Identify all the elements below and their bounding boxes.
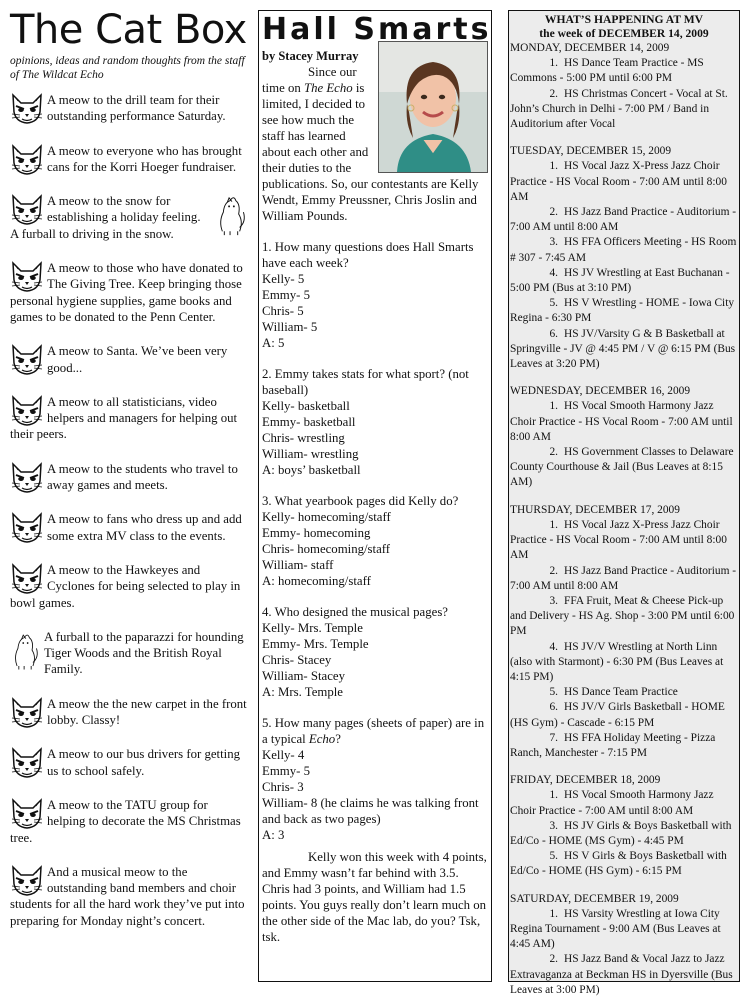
question-text: 2. Emmy takes stats for what sport? (not baseball) (262, 367, 469, 397)
answer-line: A: homecoming/staff (262, 574, 371, 588)
calendar-event (510, 819, 738, 849)
hall-smarts-column (258, 10, 492, 982)
event-text: HS JV/V Wrestling at North Linn (also with Starmont) - 6:30 PM (Bus Leaves at 4:15 PM) (510, 640, 724, 683)
event-text: HS Jazz Band Practice - Auditorium - 7:00 AM until 8:00 AM (510, 564, 737, 592)
event-number: 2. (549, 953, 558, 966)
answer-line: Chris- 3 (262, 780, 304, 794)
question-text: 3. What yearbook pages did Kelly do? (262, 494, 459, 508)
calendar-event (510, 731, 738, 761)
meow-item (10, 260, 248, 325)
event-number: 6. (549, 701, 558, 714)
cat-face-icon (10, 746, 44, 778)
cat-face-icon (10, 864, 44, 896)
question-5-answers (262, 747, 488, 843)
meow-text: A meow to the students who travel to away games and meets. (47, 461, 238, 493)
closing-paragraph: Kelly won this week with 4 points, and Emmy wasn’t far behind with 3.5. Chris had 3 points, and William had 1.5 points. You guys really don’t learn much on the other side of the Mac lab, do you? Tsk, tsk. (262, 850, 487, 944)
event-number: 3. (549, 819, 558, 832)
question-block (262, 493, 488, 589)
event-number: 3. (549, 236, 558, 249)
event-number: 5. (549, 850, 558, 863)
event-text: HS FFA Holiday Meeting - Pizza Ranch, Manchester - 7:15 PM (510, 731, 716, 759)
answer-line: Kelly- 5 (262, 272, 305, 286)
event-text: HS Dance Team Practice (564, 686, 678, 699)
day-heading: FRIDAY, DECEMBER 18, 2009 (510, 774, 661, 787)
calendar-event (510, 87, 738, 133)
question-5-publication: Echo (308, 732, 336, 746)
day-heading: THURSDAY, DECEMBER 17, 2009 (510, 503, 680, 516)
event-number: 5. (549, 686, 558, 699)
meow-item (10, 629, 248, 678)
answer-line: Kelly- Mrs. Temple (262, 621, 363, 635)
event-number: 2. (549, 446, 558, 459)
event-text: HS JV/Varsity G & B Basketball at Springville - JV @ 4:45 PM / V @ 6:15 PM (Bus Leaves at 3:20 PM) (510, 327, 736, 371)
calendar-event (510, 640, 738, 686)
question-text: 4. Who designed the musical pages? (262, 605, 448, 619)
meow-text: A meow the the new carpet in the front lobby. Classy! (47, 696, 247, 728)
answer-line: Emmy- Mrs. Temple (262, 637, 369, 651)
byline: by Stacey Murray (262, 49, 359, 63)
question-text (262, 715, 488, 747)
calendar-event (510, 235, 738, 265)
event-text: HS V Girls & Boys Basketball with Ed/Co - HOME (HS Gym) - 6:15 PM (510, 850, 727, 878)
day-heading: TUESDAY, DECEMBER 15, 2009 (510, 145, 672, 158)
calendar-event (510, 445, 738, 491)
answer-line: Chris- Stacey (262, 653, 332, 667)
meow-text: A meow to the TATU group for helping to decorate the MS Christmas tree. (10, 797, 241, 845)
answer-line: William- Stacey (262, 669, 345, 683)
event-number: 4. (549, 640, 558, 653)
event-text: HS Vocal Jazz X-Press Jazz Choir Practice - HS Vocal Room - 7:00 AM until 8:00 AM (510, 160, 727, 203)
meow-text: A furball to the paparazzi for hounding Tiger Woods and the British Royal Family. (44, 629, 244, 677)
event-text: FFA Fruit, Meat & Cheese Pick-up and Delivery - HS Ag. Shop - 3:00 PM until 6:00 PM (510, 594, 735, 638)
event-number: 1. (549, 518, 558, 531)
event-number: 1. (549, 789, 558, 802)
answer-line: Kelly- homecoming/staff (262, 510, 391, 524)
cat-face-icon (10, 696, 44, 728)
question-block (262, 239, 488, 351)
question-block (262, 604, 488, 700)
meow-text: A meow to everyone who has brought cans for the Korri Hoeger fundraiser. (47, 143, 242, 174)
meow-text: A meow to all statisticians, video helpers and managers for helping out their peers. (10, 394, 238, 442)
answer-line: Emmy- 5 (262, 288, 310, 302)
event-text: HS Vocal Smooth Harmony Jazz Choir Practice - 7:00 AM until 8:00 AM (510, 789, 714, 817)
answer-line: William- wrestling (262, 447, 359, 461)
event-text: HS Vocal Smooth Harmony Jazz Choir Practice - HS Vocal Room - 7:00 AM until 8:00 AM (510, 400, 733, 443)
meow-text: A meow to those who have donated to The Giving Tree. Keep bringing those personal hygiene supplies, game books and games to be donated to the Penn Center. (10, 261, 243, 324)
meow-item (10, 92, 248, 125)
day-heading: WEDNESDAY, DECEMBER 16, 2009 (510, 385, 691, 398)
answer-line: Emmy- basketball (262, 415, 356, 429)
cat-box-title: The Cat Box (10, 7, 247, 53)
calendar-day (510, 892, 738, 998)
meow-item (10, 511, 248, 544)
answer-line: Emmy- 5 (262, 764, 310, 778)
event-text: HS V Wrestling - HOME - Iowa City Regina - 6:30 PM (510, 297, 735, 325)
answer-line: Chris- homecoming/staff (262, 542, 391, 556)
intro-text: Since our time on (262, 65, 357, 95)
calendar-column (508, 10, 740, 996)
event-text: HS Jazz Band Practice - Auditorium - 7:00 AM until 8:00 AM (510, 206, 737, 234)
event-text: HS FFA Officers Meeting - HS Room # 307 - 7:45 AM (510, 236, 737, 264)
calendar-title-line2: the week of DECEMBER 14, 2009 (539, 27, 709, 40)
event-text: HS JV Wrestling at East Buchanan - 5:00 PM (Bus at 3:10 PM) (510, 266, 730, 295)
calendar-day (510, 144, 738, 372)
calendar-event (510, 685, 738, 700)
calendar-event (510, 952, 738, 998)
calendar-day (510, 503, 738, 761)
meow-item (10, 343, 248, 376)
question-5-text: 5. How many pages (sheets of paper) are in a typical (262, 716, 485, 746)
question-list (262, 239, 488, 700)
cat-face-icon (10, 511, 44, 543)
event-text: HS Dance Team Practice - MS Commons - 5:00 PM until 6:00 PM (510, 57, 704, 85)
meow-item (10, 394, 248, 443)
cat-box-tagline: opinions, ideas and random thoughts from the staff of The Wildcat Echo (10, 55, 245, 81)
answer-line: Kelly- 4 (262, 748, 305, 762)
calendar-day (510, 41, 738, 132)
hall-smarts-title: Hall Smarts (262, 12, 492, 47)
answer-line: Emmy- homecoming (262, 526, 371, 540)
cat-face-icon (10, 343, 44, 375)
meow-text: A meow to fans who dress up and add some extra MV class to the events. (47, 512, 242, 543)
event-text: HS Christmas Concert - Vocal at St. John’s Church in Delhi - 7:00 PM / Band in Auditorium after Vocal (510, 87, 728, 131)
question-text: 1. How many questions does Hall Smarts have each week? (262, 240, 474, 270)
event-number: 2. (549, 206, 558, 219)
event-text: HS Vocal Jazz X-Press Jazz Choir Practice - HS Vocal Room - 7:00 AM until 8:00 AM (510, 518, 727, 562)
meow-item (10, 864, 248, 929)
calendar-event (510, 327, 738, 373)
cat-face-icon (10, 461, 44, 493)
meow-item (10, 143, 248, 176)
meow-text: A meow to our bus drivers for getting us to school safely. (47, 747, 240, 778)
calendar-day (510, 773, 738, 879)
question-block (262, 715, 488, 843)
calendar-event (510, 56, 738, 86)
day-heading: SATURDAY, DECEMBER 19, 2009 (510, 892, 679, 905)
cat-face-icon (10, 562, 44, 594)
event-number: 7. (549, 731, 558, 744)
calendar-title-line1: WHAT’S HAPPENING AT MV (544, 13, 704, 26)
calendar-event (510, 564, 738, 594)
cat-face-icon (10, 143, 44, 175)
event-number: 1. (549, 400, 558, 413)
event-number: 5. (549, 297, 558, 310)
day-heading: MONDAY, DECEMBER 14, 2009 (510, 42, 670, 54)
event-number: 2. (549, 87, 558, 100)
calendar-days (510, 41, 738, 998)
question-block (262, 366, 488, 478)
calendar-event (510, 296, 738, 326)
calendar-event (510, 518, 738, 564)
meow-text: A meow to the snow for establishing a holiday feeling. A furball to driving in the snow. (10, 194, 201, 241)
event-number: 1. (549, 57, 558, 70)
event-text: HS Varsity Wrestling at Iowa City Regina Tournament - 9:00 AM (Bus Leaves at 4:45 AM) (510, 907, 721, 951)
meow-text: A meow to the drill team for their outstanding performance Saturday. (47, 93, 226, 124)
answer-line: A: 3 (262, 828, 285, 842)
answer-line: Chris- wrestling (262, 431, 345, 445)
calendar-event (510, 700, 738, 730)
meow-item (10, 797, 248, 846)
event-text: HS Jazz Band & Vocal Jazz to Jazz Extravaganza at Beckman HS in Dyersville (Bus Leaves at 3:00 PM) (510, 953, 733, 996)
event-number: 4. (549, 266, 558, 279)
meow-text: A meow to the Hawkeyes and Cyclones for being selected to play in bowl games. (10, 562, 241, 610)
meow-text: A meow to Santa. We’ve been very good... (47, 344, 228, 375)
event-text: HS Government Classes to Delaware County Courthouse & Jail (Bus Leaves at 8:15 AM) (510, 446, 734, 489)
meow-text: And a musical meow to the outstanding band members and choir students for all the hard work they’ve put into preparing for Monday night’s concert. (10, 864, 245, 928)
meow-item (10, 746, 248, 779)
calendar-event (510, 907, 738, 953)
calendar-title (510, 13, 738, 41)
event-text: HS JV/V Girls Basketball - HOME (HS Gym) - Cascade - 6:15 PM (510, 701, 725, 729)
furball-cat-icon (214, 193, 248, 237)
hall-smarts-body (262, 49, 488, 945)
calendar-event (510, 594, 738, 640)
staff-photo (378, 41, 488, 173)
answer-line: A: boys’ basketball (262, 463, 361, 477)
event-number: 6. (549, 327, 558, 340)
cat-box-column (10, 0, 248, 947)
meow-item (10, 562, 248, 611)
furball-cat-icon (10, 629, 40, 673)
question-5-mark: ? (335, 732, 341, 746)
cat-face-icon (10, 92, 44, 124)
answer-line: A: 5 (262, 336, 285, 350)
calendar-event (510, 788, 738, 818)
meow-item (10, 193, 248, 242)
calendar-event (510, 205, 738, 235)
answer-line: Chris- 5 (262, 304, 304, 318)
calendar-event (510, 266, 738, 296)
calendar-day (510, 384, 738, 490)
answer-line: William- staff (262, 558, 334, 572)
intro-publication-name: The Echo (303, 81, 353, 95)
answer-line: William- 8 (he claims he was talking front and back as two pages) (262, 796, 479, 826)
meow-item (10, 461, 248, 494)
calendar-event (510, 849, 738, 879)
answer-line: Kelly- basketball (262, 399, 350, 413)
cat-face-icon (10, 193, 44, 225)
calendar-event (510, 399, 738, 445)
cat-face-icon (10, 394, 44, 426)
cat-face-icon (10, 260, 44, 292)
event-number: 1. (549, 160, 558, 173)
event-number: 2. (549, 564, 558, 577)
calendar-event (510, 159, 738, 205)
answer-line: William- 5 (262, 320, 318, 334)
meow-list (10, 92, 248, 929)
answer-line: A: Mrs. Temple (262, 685, 343, 699)
event-number: 3. (549, 594, 558, 607)
event-text: HS JV Girls & Boys Basketball with Ed/Co - HOME (MS Gym) - 4:45 PM (510, 819, 732, 847)
cat-face-icon (10, 797, 44, 829)
event-number: 1. (549, 907, 558, 920)
meow-item (10, 696, 248, 729)
intro-text-rest: is limited, I decided to see how much the staff has learned about each other and their duties to the publications. So, our contestants are Kelly Wendt, Emmy Preussner, Chris Joslin and William Pounds. (262, 81, 479, 223)
